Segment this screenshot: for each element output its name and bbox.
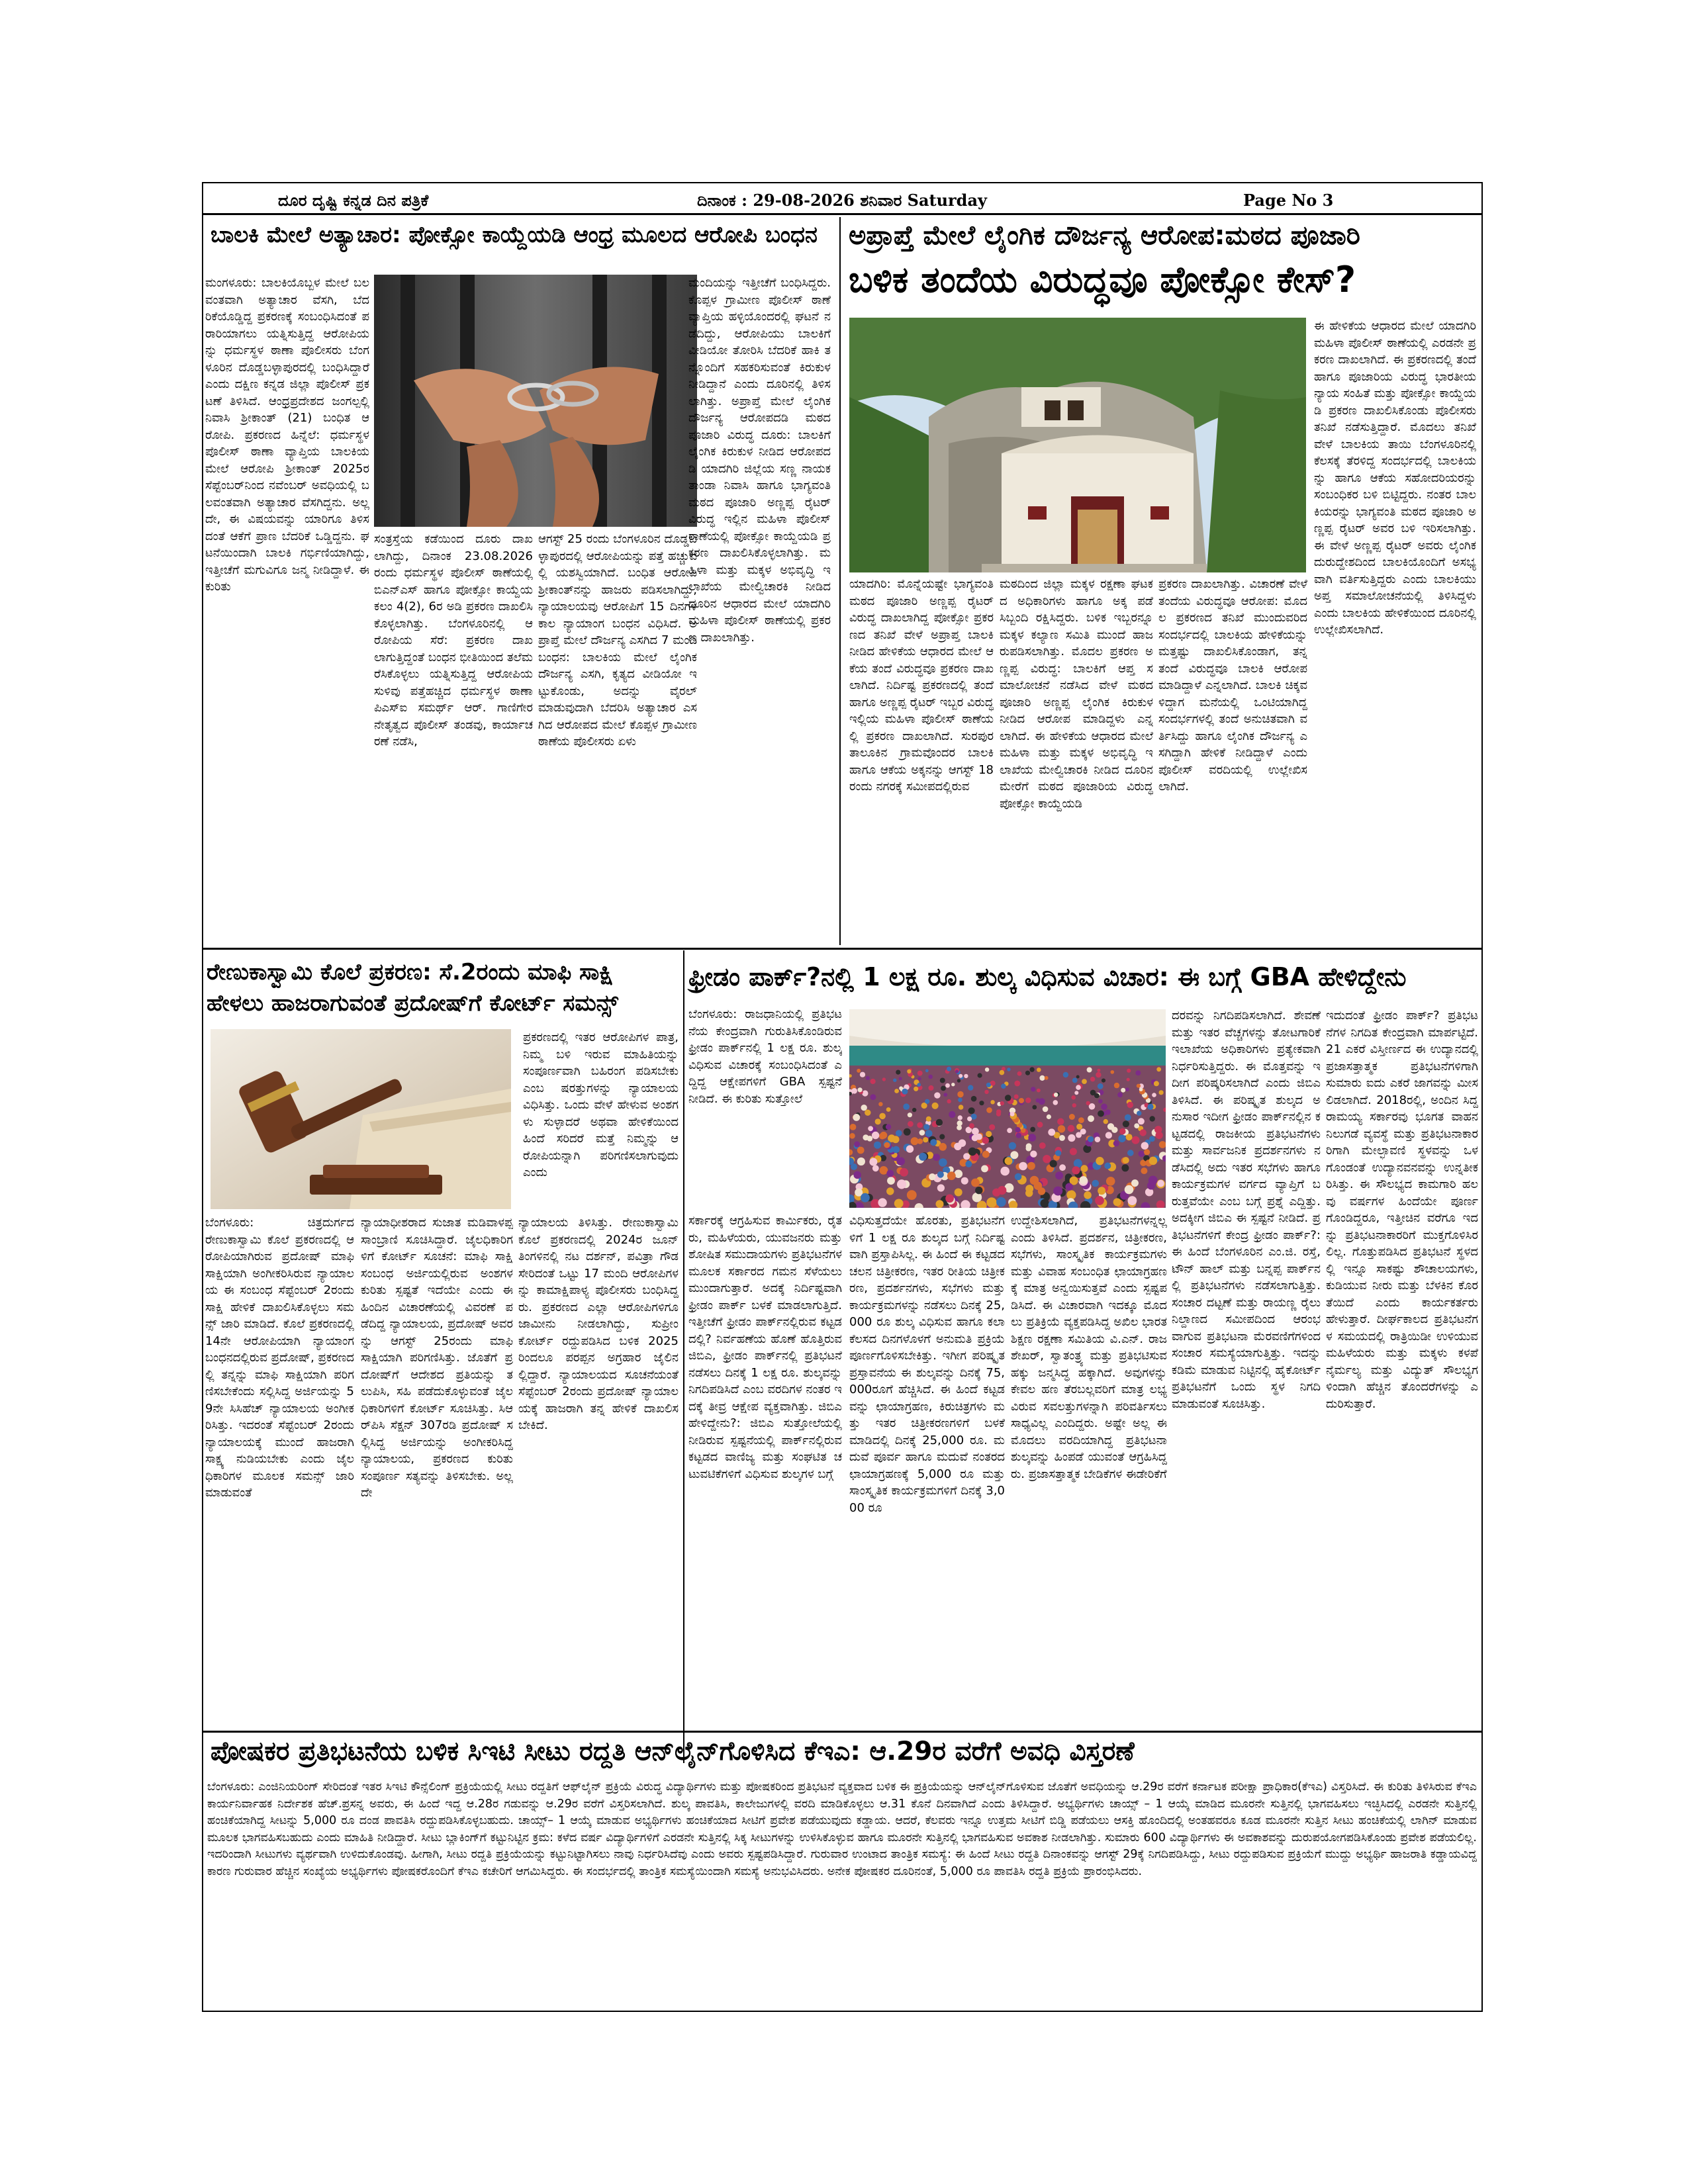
story5-headline: ಪೋಷಕರ ಪ್ರತಿಭಟನೆಯ ಬಳಿಕ ಸಿಇಟಿ ಸೀಟು ರದ್ದತಿ ಆನ್‌ಲೈನ್‌ಗೊಳಿಸಿದ ಕೆಇಎ: ಆ.29ರ ವರೆಗೆ ಅವಧಿ ವಿಸ್ತರಣೆ <box>211 1737 1135 1766</box>
temple-photo <box>849 318 1306 572</box>
story4-col2b-text: ಉದ್ದೇಶಿಸಲಾಗಿದೆ, ಪ್ರತಿಭಟನೆಗಳನ್ನಲ್ಲ ಎಂದು ತಿಳಿಸಿದೆ. ಪ್ರದರ್ಶನ, ಚಿತ್ರೀಕರಣ, ಸಭೆಗಳು, ಸಾಂಸ್ಕೃತಿಕ ಕಾರ್ಯಕ್ರಮಗಳು ಮತ್ತು ವಿವಾಹ ಸಂಬಂಧಿತ ಛಾಯಾಗ್ರಹಣಕ್ಕೆ ಮಾತ್ರ ಅನ್ವಯಿಸುತ್ತವೆ ಎಂದು ಸ್ಪಷ್ಟಪಡಿಸಿದೆ. ಈ ವಿಚಾರವಾಗಿ ಇದಕ್ಕೂ ಮೊದಲು ಪ್ರತಿಕ್ರಿಯೆ ವ್ಯಕ್ತಪಡಿಸಿದ್ದ ಅಖಿಲ ಭಾರತ ಶಿಕ್ಷಣ ರಕ್ಷಣಾ ಸಮಿತಿಯ ವಿ.ಎನ್. ರಾಜಶೇಖರ್, ಸ್ವಾತಂತ್ರ್ಯ ಮತ್ತು ಪ್ರತಿಭಟಿಸುವ ಹಕ್ಕು ಜನ್ಮಸಿದ್ಧ ಹಕ್ಕಾಗಿದೆ. ಅವುಗಳನ್ನು ಕೇವಲ ಹಣ ತೆರಬಲ್ಲವರಿಗೆ ಮಾತ್ರ ಲಭ್ಯವಿರುವ ಸವಲತ್ತುಗಳನ್ನಾಗಿ ಪರಿವರ್ತಿಸಲು ಸಾಧ್ಯವಿಲ್ಲ ಎಂದಿದ್ದರು. ಅಷ್ಟೇ ಅಲ್ಲ ಈ ಮೊದಲು ವರದಿಯಾಗಿದ್ದ ಪ್ರತಿಭಟನಾ ಶುಲ್ಕವನ್ನು ಹಿಂಪಡೆ ಯುವಂತೆ ಆಗ್ರಹಿಸಿದ್ದರು. ಪ್ರಜಾಸತ್ತಾತ್ಮಕ ಬೇಡಿಕೆಗಳ ಈಡೇರಿಕೆಗೆ <box>1011 1214 1167 1481</box>
story5-body: ಬೆಂಗಳೂರು: ಎಂಜಿನಿಯರಿಂಗ್ ಸೇರಿದಂತೆ ಇತರ ಸಿಇಟಿ ಕೌನ್ಸೆಲಿಂಗ್ ಪ್ರಕ್ರಿಯೆಯಲ್ಲಿ ಸೀಟು ರದ್ದತಿಗೆ ಆಫ್‌ಲೈನ್ ಪ್ರಕ್ರಿಯೆ ವಿರುದ್ಧ ವಿದ್ಯಾರ್ಥಿಗಳು ಮತ್ತು ಪೋಷಕರಿಂದ ಪ್ರತಿಭಟನೆ ವ್ಯಕ್ತವಾದ ಬಳಿಕ ಈ ಪ್ರಕ್ರಿಯೆಯನ್ನು ಆನ್‌ಲೈನ್‌ಗೊಳಿಸುವ ಜೊತೆಗೆ ಅವಧಿಯನ್ನು ಆ.29ರ ವರೆಗೆ ಕರ್ನಾಟಕ ಪರೀಕ್ಷಾ ಪ್ರಾಧಿಕಾರ(ಕೆಇಎ) ವಿಸ್ತರಿಸಿದೆ. ಈ ಕುರಿತು ತಿಳಿಸಿರುವ ಕೆಇಎ ಕಾರ್ಯನಿರ್ವಾಹಕ ನಿರ್ದೇಶಕ ಹೆಚ್.ಪ್ರಸನ್ನ ಅವರು, ಈ ಹಿಂದೆ ಇದ್ದ ಆ.28ರ ಗಡುವನ್ನು ಆ.29ರ ವರೆಗೆ ವಿಸ್ತರಿಸಲಾಗಿದೆ. ಶುಲ್ಕ ಪಾವತಿಸಿ, ಕಾಲೇಜುಗಳಲ್ಲಿ ವರದಿ ಮಾಡಿಕೊಳ್ಳಲು ಆ.31 ಕೊನೆ ದಿನವಾಗಿದೆ ಎಂದು ತಿಳಿಸಿದ್ದಾರೆ. ಅಭ್ಯರ್ಥಿಗಳು ಚಾಯ್ಸ್ – 1 ಆಯ್ಕೆ ಮಾಡಿದ ಮೂರನೇ ಸುತ್ತಿನಲ್ಲಿ ಭಾಗವಹಿಸಲು ಇಚ್ಛಿಸಿದಲ್ಲಿ ಎರಡನೇ ಸುತ್ತಿನಲ್ಲಿ ಹಂಚಿಕೆಯಾಗಿದ್ದ ಸೀಟನ್ನು 5,000 ರೂ ದಂಡ ಪಾವತಿಸಿ ರದ್ದುಪಡಿಸಿಕೊಳ್ಳಬಹುದು. ಚಾಯ್ಸ್– 1 ಆಯ್ಕೆ ಮಾಡುವ ಅಭ್ಯರ್ಥಿಗಳು ಹಂಚಿಕೆಯಾದ ಸೀಟಿಗೆ ಪ್ರವೇಶ ಪಡೆಯುವುದು ಕಡ್ಡಾಯ. ಆದರೆ, ಕೆಲವರು ಇನ್ನೂ ಉತ್ತಮ ಸೀಟಿಗೆ ಬಿಡ್ಡಿ ಪಡೆಯಲು ಆಸಕ್ತಿ ಹೊಂದಿದಲ್ಲಿ ಅಂತಹವರೂ ಕೂಡ ಮೂರನೇ ಸುತ್ತಿನ ಸೀಟು ಹಂಚಿಕೆಯಲ್ಲಿ ಲಾಗಿನ್ ಮಾಡುವ ಮೂಲಕ ಭಾಗವಹಿಸಬಹುದು ಎಂದು ಮಾಹಿತಿ ನೀಡಿದ್ದಾರೆ. ಸೀಟು ಬ್ಲಾಕಿಂಗ್‌ಗೆ ಕಟ್ಟುನಿಟ್ಟಿನ ಕ್ರಮ: ಕಳೆದ ವರ್ಷ ವಿದ್ಯಾರ್ಥಿಗಳಿಗೆ ಎರಡನೇ ಸುತ್ತಿನಲ್ಲಿ ಸಿಕ್ಕ ಸೀಟುಗಳನ್ನು ಉಳಿಸಿಕೊಳ್ಳುವ ಹಾಗೂ ಮೂರನೇ ಸುತ್ತಿನಲ್ಲಿ ಭಾಗವಹಿಸುವ ಅವಕಾಶ ನೀಡಲಾಗಿತ್ತು. ಸುಮಾರು 600 ವಿದ್ಯಾರ್ಥಿಗಳು ಈ ಅವಕಾಶವನ್ನು ದುರುಪಯೋಗಪಡಿಸಿಕೊಂಡು ಪ್ರವೇಶ ಪಡೆಯಲಿಲ್ಲ. ಇದರಿಂದಾಗಿ ಸೀಟುಗಳು ವ್ಯರ್ಥವಾಗಿ ಉಳಿದುಕೊಂಡವು. ಹೀಗಾಗಿ, ಸೀಟು ರದ್ದತಿ ಪ್ರಕ್ರಿಯೆಯನ್ನು ಕಟ್ಟುನಿಟ್ಟಾಗಿಸಲು ನಾವು ನಿರ್ಧರಿಸಿದೆವು ಎಂದು ಅವರು ಸ್ಪಷ್ಟಪಡಿಸಿದ್ದಾರೆ. ಗುರುವಾರ ಉಂಟಾದ ತಾಂತ್ರಿಕ ಸಮಸ್ಯೆ: ಈ ಹಿಂದೆ ಸೀಟು ರದ್ದತಿ ದಿನಾಂಕವನ್ನು ಆಗಸ್ಟ್ 29ಕ್ಕೆ ನಿಗದಿಪಡಿಸಿದ್ದು, ಸೀಟು ರದ್ದುಪಡಿಸುವ ಪ್ರಕ್ರಿಯೆಗೆ ಮುದ್ದು ಅಭ್ಯರ್ಥಿ ಹಾಜರಾತಿ ಕಡ್ಡಾಯವಿದ್ದ ಕಾರಣ ಗುರುವಾರ ಹೆಚ್ಚಿನ ಸಂಖ್ಯೆಯ ಅಭ್ಯರ್ಥಿಗಳು ಪೋಷಕರೊಂದಿಗೆ ಕೆಇಎ ಕಚೇರಿಗೆ ಆಗಮಿಸಿದ್ದರು. ಈ ಸಂದರ್ಭದಲ್ಲಿ ತಾಂತ್ರಿಕ ಸಮಸ್ಯೆಯಿಂದಾಗಿ ಸಮಸ್ಯೆ ಅನುಭವಿಸಿದರು. ಅನೇಕ ಪೋಷಕರ ದೂರಿನಂತೆ, 5,000 ರೂ ಪಾವತಿಸಿ ರದ್ದತಿ ಪ್ರಕ್ರಿಯೆ ಪ್ರಾರಂಭಿಸಿದರು. <box>207 1780 1477 1878</box>
story4-col2b <box>1011 1212 1167 1762</box>
story3-col3: ನ್ಯಾಯಾಲಯ ತಿಳಿಸಿತ್ತು. ರೇಣುಕಾಸ್ವಾಮಿ ಕೊಲೆ ಪ್ರಕರಣದಲ್ಲಿ 2024ರ ಜೂನ್ ತಿಂಗಳಿನಲ್ಲಿ ನಟ ದರ್ಶನ್, ಪವಿತ್ರಾ ಗೌಡ ಸೇರಿದಂತೆ ಒಟ್ಟು 17 ಮಂದಿ ಆರೋಪಿಗಳನ್ನು ಕಾಮಾಕ್ಷಿಪಾಳ್ಯ ಪೊಲೀಸರು ಬಂಧಿಸಿದ್ದರು. ಪ್ರಕರಣದ ಎಲ್ಲಾ ಆರೋಪಿಗಳಿಗೂ ಜಾಮೀನು ನೀಡಲಾಗಿದ್ದು, ಸುಪ್ರೀಂ ಕೋರ್ಟ್ ರದ್ದುಪಡಿಸಿದ ಬಳಿಕ 2025ರಿಂದಲೂ ಪರಪ್ಪನ ಅಗ್ರಹಾರ ಜೈಲಿನಲ್ಲಿದ್ದಾರೆ. ನ್ಯಾಯಾಲಯದ ಸೂಚನೆಯಂತೆ ಸೆಪ್ಟೆಂಬರ್ 2ರಂದು ಪ್ರದೋಷ್ ನ್ಯಾಯಾಲಯಕ್ಕೆ ಹಾಜರಾಗಿ ತನ್ನ ಹೇಳಿಕೆ ದಾಖಲಿಸಬೇಕಿದೆ. <box>518 1216 679 1432</box>
section-rule <box>202 948 1483 950</box>
story4-col3: ದರವನ್ನು ನಿಗದಿಪಡಿಸಲಾಗಿದೆ. ಶೇವಣೆ ಮತ್ತು ಇತರ ವೆಚ್ಚಗಳನ್ನು ತೋಟಗಾರಿಕೆ ಇಲಾಖೆಯ ಅಧಿಕಾರಿಗಳು ಪ್ರತ್ಯೇಕವಾಗಿ ನಿರ್ಧರಿಸುತ್ತಿದ್ದರು. ಈ ಮೊತ್ತವನ್ನು ಇದೀಗ ಪರಿಷ್ಕರಿಸಲಾಗಿದೆ ಎಂದು ಜಿಬಿಎ ತಿಳಿಸಿದೆ. ಈ ಪರಿಷ್ಕೃತ ಶುಲ್ಕದ ಅನುಸಾರ ಇದೀಗ ಫ್ರೀಡಂ ಪಾರ್ಕ್‌ನಲ್ಲಿನ ಕಟ್ಟಡದಲ್ಲಿ ರಾಜಕೀಯ ಪ್ರತಿಭಟನೆಗಳು ಮತ್ತು ಸಾರ್ವಜನಿಕ ಪ್ರದರ್ಶನಗಳು ನಡೆಸಿದಲ್ಲಿ ಅದು ಇತರ ಸಭೆಗಳು ಹಾಗೂ ಕಾರ್ಯಕ್ರಮಗಳ ವರ್ಗದ ವ್ಯಾಪ್ತಿಗೆ ಬರುತ್ತವೆಯೇ ಎಂಬ ಬಗ್ಗೆ ಪ್ರಶ್ನೆ ಎದ್ದಿತ್ತು. ಅದಕ್ಕೀಗ ಜಿಬಿಎ ಈ ಸ್ಪಷ್ಟನೆ ನೀಡಿದೆ. ಪ್ರತಿಭಟನೆಗಳಿಗೆ ಕೇಂದ್ರ ಫ್ರೀಡಂ ಪಾರ್ಕ್?: ಈ ಹಿಂದೆ ಬೆಂಗಳೂರಿನ ಎಂ.ಜಿ. ರಸ್ತೆ, ಟೌನ್ ಹಾಲ್ ಮತ್ತು ಬನ್ನಪ್ಪ ಪಾರ್ಕ್‌ನಲ್ಲಿ ಪ್ರತಿಭಟನೆಗಳು ನಡೆಸಲಾಗುತ್ತಿತ್ತು. ಸಂಚಾರ ದಟ್ಟಣೆ ಮತ್ತು ರಾಯಣ್ಣ ರೈಲು ನಿಲ್ದಾಣದ ಸಮೀಪದಿಂದ ಆರಂಭವಾಗುವ ಪ್ರತಿಭಟನಾ ಮೆರವಣಿಗೆಗಳಿಂದ ಸಂಚಾರ ಸಮಸ್ಯೆಯಾಗುತ್ತಿತ್ತು. ಇದನ್ನು ಕಡಿಮೆ ಮಾಡುವ ನಿಟ್ಟಿನಲ್ಲಿ ಹೈಕೋರ್ಟ್ ಪ್ರತಿಭಟನೆಗೆ ಒಂದು ಸ್ಥಳ ನಿಗದಿ ಮಾಡುವಂತೆ ಸೂಚಿಸಿತ್ತು. <box>1172 1009 1321 1411</box>
story4-col2: ವಿಧಿಸುತ್ತದೆಯೇ ಹೊರತು, ಪ್ರತಿಭಟನೆಗಳಿಗೆ 1 ಲಕ್ಷ ರೂ ಶುಲ್ಕದ ಬಗ್ಗೆ ನಿರ್ದಿಷ್ಟವಾಗಿ ಪ್ರಸ್ತಾಪಿಸಿಲ್ಲ. ಈ ಹಿಂದೆ ಈ ಕಟ್ಟಡದ ಚಲನ ಚಿತ್ರೀಕರಣ, ಇತರ ರೀತಿಯ ಚಿತ್ರೀಕರಣ, ಪ್ರದರ್ಶನಗಳು, ಸಭೆಗಳು ಮತ್ತು ಕಾರ್ಯಕ್ರಮಗಳನ್ನು ನಡೆಸಲು ದಿನಕ್ಕೆ 25,000 ರೂ ಶುಲ್ಕ ವಿಧಿಸುವ ಹಾಗೂ ಕಲಾ ಕೆಲಸದ ದಿನಗಳೊಳಗೆ ಅನುಮತಿ ಪ್ರಕ್ರಿಯೆ ಪೂರ್ಣಗೊಳಿಸಬೇಕಿತ್ತು. ಇಗೀಗ ಪರಿಷ್ಕೃತ ಪ್ರಸ್ತಾವನೆಯ ಈ ಶುಲ್ಕವನ್ನು ದಿನಕ್ಕೆ 75,000ರೂಗೆ ಹೆಚ್ಚಿಸಿದೆ. ಈ ಹಿಂದೆ ಕಟ್ಟಡ ವನ್ನು ಛಾಯಾಗ್ರಹಣ, ಕಿರುಚಿತ್ರಗಳು ಮತ್ತು ಇತರ ಚಿತ್ರೀಕರಣಗಳಿಗೆ ಬಳಕೆ ಮಾಡಿದಲ್ಲಿ ದಿನಕ್ಕೆ 25,000 ರೂ. ಮದುವೆ ಪೂರ್ವ ಹಾಗೂ ಮದುವೆ ನಂತರದ ಛಾಯಾಗ್ರಹಣಕ್ಕೆ 5,000 ರೂ ಮತ್ತು ಸಾಂಸ್ಕೃತಿಕ ಕಾರ್ಯಕ್ರಮಗಳಿಗೆ ದಿನಕ್ಕೆ 3,000 ರೂ <box>849 1214 1005 1515</box>
story3-headline-line1: ರೇಣುಕಾಸ್ವಾಮಿ ಕೊಲೆ ಪ್ರಕರಣ: ಸೆ.2ರಂದು ಮಾಫಿ ಸಾಕ್ಷಿ <box>207 959 614 985</box>
story2-col3: ಪ್ರಕರಣ ದಾಖಲಾಗಿತ್ತು. ವಿಚಾರಣೆ ವೇಳೆ ತಂದೆಯ ವಿರುದ್ಧವೂ ಆರೋಪ: ಮೊದಲ ಪ್ರಕರಣದ ತನಿಖೆ ಮುಂದುವರಿದ ಸಂದರ್ಭದಲ್ಲಿ ಬಾಲಕಿಯ ಹೇಳಿಕೆಯನ್ನು ಮತ್ತಷ್ಟು ದಾಖಲಿಸಿಕೊಂಡಾಗ, ತನ್ನ ತಂದೆ ವಿರುದ್ಧವೂ ಬಾಲಕಿ ಆರೋಪ ಮಾಡಿದ್ದಾಳೆ ಎನ್ನಲಾಗಿದೆ. ಬಾಲಕಿ ಚಿಕ್ಕವಳಿದ್ದಾಗ ಮನೆಯಲ್ಲಿ ಒಂಟಿಯಾಗಿದ್ದ ಸಂದರ್ಭಗಳಲ್ಲಿ ತಂದೆ ಅನುಚಿತವಾಗಿ ವರ್ತಿಸಿದ್ದು ಹಾಗೂ ಲೈಂಗಿಕ ದೌರ್ಜನ್ಯ ಎಸಗಿದ್ದಾಗಿ ಹೇಳಿಕೆ ನೀಡಿದ್ದಾಳೆ ಎಂದು ಪೊಲೀಸ್ ವರದಿಯಲ್ಲಿ ಉಲ್ಲೇಖಿಸಲಾಗಿದೆ. <box>1158 577 1307 794</box>
story3-col1: ಬೆಂಗಳೂರು: ಚಿತ್ರದುರ್ಗದ ರೇಣುಕಾಸ್ವಾಮಿ ಕೊಲೆ ಪ್ರಕರಣದಲ್ಲಿ ಆರೋಪಿಯಾಗಿರುವ ಪ್ರದೋಷ್ ಮಾಫಿ ಸಾಕ್ಷಿಯಾಗಿ ಅಂಗೀಕರಿಸಿರುವ ನ್ಯಾಯಾಲಯ ಈ ಸಂಬಂಧ ಸೆಪ್ಟೆಂಬರ್ 2ರಂದು ಸಾಕ್ಷಿ ಹೇಳಿಕೆ ದಾಖಲಿಸಿಕೊಳ್ಳಲು ಸಮನ್ಸ್ ಜಾರಿ ಮಾಡಿದೆ. ಕೊಲೆ ಪ್ರಕರಣದಲ್ಲಿ 14ನೇ ಆರೋಪಿಯಾಗಿ ನ್ಯಾಯಾಂಗ ಬಂಧನದಲ್ಲಿರುವ ಪ್ರದೋಷ್, ಪ್ರಕರಣದಲ್ಲಿ ತನ್ನನ್ನು ಮಾಫಿ ಸಾಕ್ಷಿಯಾಗಿ ಪರಿಗಣಿಸಬೇಕೆಂದು ಸಲ್ಲಿಸಿದ್ದ ಅರ್ಜಿಯನ್ನು 59ನೇ ಸಿಸಿಹೆಚ್ ನ್ಯಾಯಾಲಯ ಅಂಗೀಕರಿಸಿತ್ತು. ಇದರಂತೆ ಸೆಪ್ಟೆಂಬರ್ 2ರಂದು ನ್ಯಾಯಾಲಯಕ್ಕೆ ಮುಂದೆ ಹಾಜರಾಗಿ ಸಾಕ್ಷ್ಯ ನುಡಿಯಬೇಕು ಎಂದು ಜೈಲಧಿಕಾರಿಗಳ ಮೂಲಕ ಸಮನ್ಸ್ ಜಾರಿ ಮಾಡುವಂತೆ <box>205 1216 354 1500</box>
paper-name: ದೂರ ದೃಷ್ಟಿ ಕನ್ನಡ ದಿನ ಪತ್ರಿಕೆ <box>278 191 429 210</box>
story2-headline-line2: ಬಳಿಕ ತಂದೆಯ ವಿರುದ್ಧವೂ ಪೋಕ್ಸೋ ಕೇಸ್? <box>849 259 1356 300</box>
story1-headline: ಬಾಲಕಿ ಮೇಲೆ ಅತ್ಯಾಚಾರ: ಪೋಕ್ಸೋ ಕಾಯ್ದೆಯಡಿ ಆಂಧ್ರ ಮೂಲದ ಆರೋಪಿ ಬಂಧನ <box>211 222 818 248</box>
masthead <box>202 185 1483 213</box>
story3-right-top-col: ಪ್ರಕರಣದಲ್ಲಿ ಇತರ ಆರೋಪಿಗಳ ಪಾತ್ರ, ನಿಮ್ಮ ಬಳಿ ಇರುವ ಮಾಹಿತಿಯನ್ನು ಸಂಪೂರ್ಣವಾಗಿ ಬಹಿರಂಗ ಪಡಿಸಬೇಕು ಎಂಬ ಷರತ್ತುಗಳನ್ನು ನ್ಯಾಯಾಲಯ ವಿಧಿಸಿತ್ತು. ಒಂದು ವೇಳೆ ಹೇಳುವ ಅಂಶಗಳು ಸುಳ್ಳಾದರೆ ಅಥವಾ ಹೇಳಿಕೆಯಿಂದ ಹಿಂದೆ ಸರಿದರೆ ಮತ್ತೆ ನಿಮ್ಮನ್ನು ಆರೋಪಿಯನ್ನಾಗಿ ಪರಿಗಣಿಸಲಾಗುವುದು ಎಂದು <box>523 1030 679 1179</box>
story4-col4: ಇದುದಂತೆ ಫ್ರೀಡಂ ಪಾರ್ಕ್? ಪ್ರತಿಭಟನೆಗಳ ನಿಗದಿತ ಕೇಂದ್ರವಾಗಿ ಮಾರ್ಪಟ್ಟಿದೆ. 21 ಎಕರೆ ವಿಸ್ತೀರ್ಣದ ಈ ಉದ್ಯಾನದಲ್ಲಿ ಪ್ರಜಾಸತ್ತಾತ್ಮಕ ಪ್ರತಿಭಟನೆಗಳಿಗಾಗಿ ಸುಮಾರು ಐದು ಎಕರೆ ಜಾಗವನ್ನು ಮೀಸಲಿಡಲಾಗಿದೆ. 2018ರಲ್ಲಿ, ಅಂದಿನ ಸಿದ್ದರಾಮಯ್ಯ ಸರ್ಕಾರವು ಭೂಗತ ವಾಹನ ನಿಲುಗಡೆ ವ್ಯವಸ್ಥೆ ಮತ್ತು ಪ್ರತಿಭಟನಾಕಾರರಿಗಾಗಿ ಮೇಲ್ಛಾವಣಿ ಸ್ಥಳವನ್ನು ಒಳಗೊಂಡಂತೆ ಉದ್ಯಾನವನವನ್ನು ಉನ್ನತೀಕರಿಸಿತ್ತು. ಈ ಸೌಲಭ್ಯದ ಕಾಮಗಾರಿ ಹಲವು ವರ್ಷಗಳ ಹಿಂದೆಯೇ ಪೂರ್ಣಗೊಂಡಿದ್ದರೂ, ಇತ್ತೀಚಿನ ವರೆಗೂ ಇದನ್ನು ಪ್ರತಿಭಟನಾಕಾರರಿಗೆ ಮುಕ್ತಗೊಳಿಸಿರಲಿಲ್ಲ. ಗೊತ್ತುಪಡಿಸಿದ ಪ್ರತಿಭಟನೆ ಸ್ಥಳದಲ್ಲಿ ಇನ್ನೂ ಸಾಕಷ್ಟು ಶೌಚಾಲಯಗಳು, ಕುಡಿಯುವ ನೀರು ಮತ್ತು ಬೆಳಕಿನ ಕೊರತೆಯಿದೆ ಎಂದು ಕಾರ್ಯಕರ್ತರು ಹೇಳುತ್ತಾರೆ. ದೀರ್ಘಕಾಲದ ಪ್ರತಿಭಟನೆಗಳ ಸಮಯದಲ್ಲಿ ರಾತ್ರಿಯಿಡೀ ಉಳಿಯುವ ಮಹಿಳೆಯರು ಮತ್ತು ಮಕ್ಕಳು ಕಳಪೆ ನೈರ್ಮಲ್ಯ ಮತ್ತು ವಿದ್ಯುತ್ ಸೌಲಭ್ಯಗಳಿಂದಾಗಿ ಹೆಚ್ಚಿನ ತೊಂದರೆಗಳನ್ನು ಎದುರಿಸುತ್ತಾರೆ. <box>1326 1009 1478 1411</box>
masthead-rule <box>202 213 1483 215</box>
story3-headline-line2: ಹೇಳಲು ಹಾಜರಾಗುವಂತೆ ಪ್ರದೋಷ್‌ಗೆ ಕೋರ್ಟ್ ಸಮನ್ಸ್ <box>207 990 618 1017</box>
story1-col2: ಸಂತ್ರಸ್ತೆಯ ಕಡೆಯಿಂದ ದೂರು ದಾಖಲಾಗಿದ್ದು, ದಿನಾಂಕ 23.08.2026 ರಂದು ಧರ್ಮಸ್ಥಳ ಪೊಲೀಸ್ ಠಾಣೆಯಲ್ಲಿ ಬಿಎನ್‌ಎಸ್ ಹಾಗೂ ಪೋಕ್ಸೋ ಕಾಯ್ದೆಯ ಕಲಂ 4(2), 6ರ ಅಡಿ ಪ್ರಕರಣ ದಾಖಲಿಸಿ ಕೊಳ್ಳಲಾಗಿತ್ತು. ಬೆಂಗಳೂರಿನಲ್ಲಿ ಆರೋಪಿಯ ಸೆರೆ: ಪ್ರಕರಣ ದಾಖಲಾಗುತ್ತಿದ್ದಂತೆ ಬಂಧನ ಭೀತಿಯಿಂದ ತಲೆಮರೆಸಿಕೊಳ್ಳಲು ಯತ್ನಿಸುತ್ತಿದ್ದ ಆರೋಪಿಯ ಸುಳಿವು ಪತ್ತೆಹಚ್ಚಿದ ಧರ್ಮಸ್ಥಳ ಠಾಣಾ ಪಿಎಸ್ಐ ಸಮರ್ಥ್ ಆರ್. ಗಾಣಿಗೇರ ನೇತೃತ್ವದ ಪೊಲೀಸ್ ತಂಡವು, ಕಾರ್ಯಾಚರಣೆ ನಡೆಸಿ, <box>374 532 533 749</box>
column-divider <box>839 217 841 945</box>
page-number: Page No 3 <box>1243 191 1334 210</box>
protest-crowd-photo <box>849 1009 1166 1208</box>
column-divider <box>683 950 684 1763</box>
story1-col4: ಮಂದಿಯನ್ನು ಇತ್ತೀಚೆಗೆ ಬಂಧಿಸಿದ್ದರು. ಕೊಪ್ಪಳ ಗ್ರಾಮೀಣ ಪೊಲೀಸ್ ಠಾಣೆ ವ್ಯಾಪ್ತಿಯ ಹಳ್ಳಿಯೊಂದರಲ್ಲಿ ಘಟನೆ ನಡೆದಿದ್ದು, ಆರೋಪಿಯು ಬಾಲಕಿಗೆ ವೀಡಿಯೋ ತೋರಿಸಿ ಬೆದರಿಕೆ ಹಾಕಿ ತನ್ನೊಂದಿಗೆ ಸಹಕರಿಸುವಂತೆ ಕಿರುಕುಳ ನೀಡಿದ್ದಾನೆ ಎಂದು ದೂರಿನಲ್ಲಿ ತಿಳಿಸಲಾಗಿತ್ತು. ಅಪ್ರಾಪ್ತೆ ಮೇಲೆ ಲೈಂಗಿಕ ದೌರ್ಜನ್ಯ ಆರೋಪದಡಿ ಮಠದ ಪೂಜಾರಿ ವಿರುದ್ಧ ದೂರು: ಬಾಲಕಿಗೆ ಲೈಂಗಿಕ ಕಿರುಕುಳ ನೀಡಿದ ಆರೋಪದಡಿ ಯಾದಗಿರಿ ಜಿಲ್ಲೆಯ ಸಣ್ಣ ನಾಯಕ ತಾಂಡಾ ನಿವಾಸಿ ಹಾಗೂ ಭಾಗ್ಯವಂತಿ ಮಠದ ಪೂಜಾರಿ ಅಣ್ಣಪ್ಪ ರೈಟರ್ ವಿರುದ್ಧ ಇಲ್ಲಿನ ಮಹಿಳಾ ಪೊಲೀಸ್ ಠಾಣೆಯಲ್ಲಿ ಪೋಕ್ಸೋ ಕಾಯ್ದೆಯಡಿ ಪ್ರಕರಣ ದಾಖಲಿಸಿಕೊಳ್ಳಲಾಗಿತ್ತು. ಮಹಿಳಾ ಮತ್ತು ಮಕ್ಕಳ ಅಭಿವೃದ್ಧಿ ಇಲಾಖೆಯ ಮೇಲ್ವಿಚಾರಕಿ ನೀಡಿದ ದೂರಿನ ಆಧಾರದ ಮೇಲೆ ಯಾದಗಿರಿ ಮಹಿಳಾ ಪೊಲೀಸ್ ಠಾಣೆಯಲ್ಲಿ ಪ್ರಕರಣ ದಾಖಲಾಗಿತ್ತು. <box>688 276 831 645</box>
story1-col3: ಆಗಸ್ಟ್ 25 ರಂದು ಬೆಂಗಳೂರಿನ ದೊಡ್ಡಬಳ್ಳಾಪುರದಲ್ಲಿ ಆರೋಪಿಯನ್ನು ಪತ್ತೆ ಹಚ್ಚುವಲ್ಲಿ ಯಶಸ್ವಿಯಾಗಿದೆ. ಬಂಧಿತ ಆರೋಪಿ ಶ್ರೀಕಾಂತ್‌ನನ್ನು ಹಾಜರು ಪಡಿಸಲಾಗಿದ್ದು, ನ್ಯಾಯಾಲಯವು ಆರೋಪಿಗೆ 15 ದಿನಗಳ ಕಾಲ ನ್ಯಾಯಾಂಗ ಬಂಧನ ವಿಧಿಸಿದೆ. ಅಪ್ರಾಪ್ತೆ ಮೇಲೆ ದೌರ್ಜನ್ಯ ಎಸಗಿದ 7 ಮಂದಿ ಬಂಧನ: ಬಾಲಕಿಯ ಮೇಲೆ ಲೈಂಗಿಕ ದೌರ್ಜನ್ಯ ಎಸಗಿ, ಕೃತ್ಯದ ವೀಡಿಯೋ ಇಟ್ಟುಕೊಂಡು, ಅದನ್ನು ವೈರಲ್ ಮಾಡುವುದಾಗಿ ಬೆದರಿಸಿ ಅತ್ಯಾಚಾರ ಎಸಗಿದ ಆರೋಪದ ಮೇಲೆ ಕೊಪ್ಪಳ ಗ್ರಾಮೀಣ ಠಾಣೆಯ ಪೊಲೀಸರು ಏಳು <box>538 532 697 749</box>
issue-date: ದಿನಾಂಕ : 29-08-2026 ಶನಿವಾರ Saturday <box>697 191 987 210</box>
story4-col1: ಸರ್ಕಾರಕ್ಕೆ ಆಗ್ರಹಿಸುವ ಕಾರ್ಮಿಕರು, ರೈತರು, ಮಹಿಳೆಯರು, ಯುವಜನರು ಮತ್ತು ಶೋಷಿತ ಸಮುದಾಯಗಳು ಪ್ರತಿಭಟನೆಗಳ ಮೂಲಕ ಸರ್ಕಾರದ ಗಮನ ಸೆಳೆಯಲು ಮುಂದಾಗುತ್ತಾರೆ. ಅದಕ್ಕೆ ನಿರ್ದಿಷ್ಟವಾಗಿ ಫ್ರೀಡಂ ಪಾರ್ಕ್ ಬಳಕೆ ಮಾಡಲಾಗುತ್ತಿದೆ. ಇತ್ತೀಚೆಗೆ ಫ್ರೀಡಂ ಪಾರ್ಕ್‌ನಲ್ಲಿರುವ ಕಟ್ಟಡದಲ್ಲಿ? ನಿರ್ವಹಣೆಯ ಹೊಣೆ ಹೊತ್ತಿರುವ ಜಿಬಿಎ, ಫ್ರೀಡಂ ಪಾರ್ಕ್‌ನಲ್ಲಿ ಪ್ರತಿಭಟನೆ ನಡೆಸಲು ದಿನಕ್ಕೆ 1 ಲಕ್ಷ ರೂ. ಶುಲ್ಕವನ್ನು ನಿಗದಿಪಡಿಸಿದೆ ಎಂಬ ವರದಿಗಳ ನಂತರ ಇದಕ್ಕೆ ತೀವ್ರ ಆಕ್ಷೇಪ ವ್ಯಕ್ತವಾಗಿತ್ತು. ಜಿಬಿಎ ಹೇಳಿದ್ದೇನು?: ಜಿಬಿಎ ಸುತ್ತೋಲೆಯಲ್ಲಿ ನೀಡಿರುವ ಸ್ಪಷ್ಟನೆಯಲ್ಲಿ ಪಾರ್ಕ್‌ನಲ್ಲಿರುವ ಕಟ್ಟಡದ ವಾಣಿಜ್ಯ ಮತ್ತು ಸಂಘಟಿತ ಚಟುವಟಿಕೆಗಳಿಗೆ ವಿಧಿಸುವ ಶುಲ್ಕಗಳ ಬಗ್ಗೆ <box>688 1214 842 1481</box>
story2-col2: ಮಠದಿಂದ ಜಿಲ್ಲಾ ಮಕ್ಕಳ ರಕ್ಷಣಾ ಘಟಕದ ಅಧಿಕಾರಿಗಳು ಹಾಗೂ ಅಕ್ಕ ಪಡೆ ಸಿಬ್ಬಂದಿ ರಕ್ಷಿಸಿದ್ದರು. ಬಳಿಕ ಇಬ್ಬರನ್ನೂ ಮಕ್ಕಳ ಕಲ್ಯಾಣ ಸಮಿತಿ ಮುಂದೆ ಹಾಜರುಪಡಿಸಲಾಗಿತ್ತು. ಮೊದಲ ಪ್ರಕರಣ ಅಣ್ಣಪ್ಪ ವಿರುದ್ಧ: ಬಾಲಕಿಗೆ ಆಪ್ತ ಸಮಾಲೋಚನೆ ನಡೆಸಿದ ವೇಳೆ ಮಠದ ಪೂಜಾರಿ ಅಣ್ಣಪ್ಪ ಲೈಂಗಿಕ ಕಿರುಕುಳ ನೀಡಿದ ಆರೋಪ ಮಾಡಿದ್ದಳು ಎನ್ನಲಾಗಿದೆ. ಈ ಹೇಳಿಕೆಯ ಆಧಾರದ ಮೇಲೆ ಮಹಿಳಾ ಮತ್ತು ಮಕ್ಕಳ ಅಭಿವೃದ್ಧಿ ಇಲಾಖೆಯ ಮೇಲ್ವಿಚಾರಕಿ ನೀಡಿದ ದೂರಿನ ಮೇರೆಗೆ ಮಠದ ಪೂಜಾರಿಯ ವಿರುದ್ಧ ಪೋಕ್ಸೋ ಕಾಯ್ದೆಯಡಿ <box>1000 577 1153 811</box>
story2-right-col: ಈ ಹೇಳಿಕೆಯ ಆಧಾರದ ಮೇಲೆ ಯಾದಗಿರಿ ಮಹಿಳಾ ಪೊಲೀಸ್ ಠಾಣೆಯಲ್ಲಿ ಎರಡನೇ ಪ್ರಕರಣ ದಾಖಲಾಗಿದೆ. ಈ ಪ್ರಕರಣದಲ್ಲಿ ತಂದೆ ಹಾಗೂ ಪೂಜಾರಿಯ ವಿರುದ್ಧ ಭಾರತೀಯ ನ್ಯಾಯ ಸಂಹಿತೆ ಮತ್ತು ಪೋಕ್ಸೋ ಕಾಯ್ದೆಯಡಿ ಪ್ರಕರಣ ದಾಖಲಿಸಿಕೊಂಡು ಪೊಲೀಸರು ತನಿಖೆ ನಡೆಸುತ್ತಿದ್ದಾರೆ. ಮೊದಲು ತನಿಖೆ ವೇಳೆ ಬಾಲಕಿಯ ತಾಯಿ ಬೆಂಗಳೂರಿನಲ್ಲಿ ಕೆಲಸಕ್ಕೆ ತೆರಳಿದ್ದ ಸಂದರ್ಭದಲ್ಲಿ ಬಾಲಕಿಯನ್ನು ಹಾಗೂ ಆಕೆಯ ಸಹೋದರಿಯರನ್ನು ಸಂಬಂಧಿಕರ ಬಳಿ ಬಿಟ್ಟಿದ್ದರು. ನಂತರ ಬಾಲಕಿಯರನ್ನು ಭಾಗ್ಯವಂತಿ ಮಠದ ಪೂಜಾರಿ ಅಣ್ಣಪ್ಪ ರೈಟರ್ ಅವರ ಬಳಿ ಇರಿಸಲಾಗಿತ್ತು. ಈ ವೇಳೆ ಅಣ್ಣಪ್ಪ ರೈಟರ್ ಅವರು ಲೈಂಗಿಕ ದುರುದ್ದೇಶದಿಂದ ಬಾಲಕಿಯೊಂದಿಗೆ ಅಸಭ್ಯವಾಗಿ ವರ್ತಿಸುತ್ತಿದ್ದರು ಎಂದು ಬಾಲಕಿಯು ಅಪ್ತ ಸಮಾಲೋಚನೆಯಲ್ಲಿ ತಿಳಿಸಿದ್ದಳು ಎಂದು ಬಾಲಕಿಯ ಹೇಳಿಕೆಯಿಂದ ದೂರಿನಲ್ಲಿ ಉಲ್ಲೇಖಿಸಲಾಗಿದೆ. <box>1314 319 1476 637</box>
story4-left-col: ಬೆಂಗಳೂರು: ರಾಜಧಾನಿಯಲ್ಲಿ ಪ್ರತಿಭಟನೆಯ ಕೇಂದ್ರವಾಗಿ ಗುರುತಿಸಿಕೊಂಡಿರುವ ಫ್ರೀಡಂ ಪಾರ್ಕ್‌ನಲ್ಲಿ 1 ಲಕ್ಷ ರೂ. ಶುಲ್ಕ ವಿಧಿಸುವ ವಿಚಾರಕ್ಕೆ ಸಂಬಂಧಿಸಿದಂತೆ ಎದ್ದಿದ್ದ ಆಕ್ಷೇಪಗಳಿಗೆ GBA ಸ್ಪಷ್ಟನೆ ನೀಡಿದೆ. ಈ ಕುರಿತು ಸುತ್ತೋಲೆ <box>688 1007 842 1106</box>
story1-col1: ಮಂಗಳೂರು: ಬಾಲಕಿಯೊಬ್ಬಳ ಮೇಲೆ ಬಲವಂತವಾಗಿ ಅತ್ಯಾಚಾರ ವೆಸಗಿ, ಬೆದರಿಕೆಯೊಡ್ಡಿದ್ದ ಪ್ರಕರಣಕ್ಕೆ ಸಂಬಂಧಿಸಿದಂತೆ ಪರಾರಿಯಾಗಲು ಯತ್ನಿಸುತ್ತಿದ್ದ ಆರೋಪಿಯನ್ನು ಧರ್ಮಸ್ಥಳ ಠಾಣಾ ಪೊಲೀಸರು ಬೆಂಗಳೂರಿನ ದೊಡ್ಡಬಳ್ಳಾಪುರದಲ್ಲಿ ಬಂಧಿಸಿದ್ದಾರೆ ಎಂದು ದಕ್ಷಿಣ ಕನ್ನಡ ಜಿಲ್ಲಾ ಪೊಲೀಸ್ ಪ್ರಕಟಣೆ ತಿಳಿಸಿದೆ. ಆಂಧ್ರಪ್ರದೇಶದ ಜಂಗಲ್ಪಲ್ಲಿ ನಿವಾಸಿ ಶ್ರೀಕಾಂತ್ (21) ಬಂಧಿತ ಆರೋಪಿ. ಪ್ರಕರಣದ ಹಿನ್ನೆಲೆ: ಧರ್ಮಸ್ಥಳ ಪೊಲೀಸ್ ಠಾಣಾ ವ್ಯಾಪ್ತಿಯ ಬಾಲಕಿಯ ಮೇಲೆ ಆರೋಪಿ ಶ್ರೀಕಾಂತ್ 2025ರ ಸೆಪ್ಟೆಂಬರ್‌ನಿಂದ ನವೆಂಬರ್ ಅವಧಿಯಲ್ಲಿ ಬಲವಂತವಾಗಿ ಅತ್ಯಾಚಾರ ವೆಸಗಿದ್ದನು. ಅಲ್ಲದೇ, ಈ ವಿಷಯವನ್ನು ಯಾರಿಗೂ ತಿಳಿಸದಂತೆ ಆಕೆಗೆ ಪ್ರಾಣ ಬೆದರಿಕೆ ಒಡ್ಡಿದ್ದನು. ಘಟನೆಯಿಂದಾಗಿ ಬಾಲಕಿ ಗರ್ಭಿಣಿಯಾಗಿದ್ದು, ಇತ್ತೀಚೆಗೆ ಮಗುವಿಗೂ ಜನ್ಮ ನೀಡಿದ್ದಾಳೆ. ಈ ಕುರಿತು <box>205 276 369 594</box>
story3-col2: ನ್ಯಾಯಾಧೀಶರಾದ ಸುಜಾತ ಮಡಿವಾಳಪ್ಪ ಸಾಂಬ್ರಾಣಿ ಸೂಚಿಸಿದ್ದಾರೆ. ಜೈಲಧಿಕಾರಿಗಳಿಗೆ ಕೋರ್ಟ್ ಸೂಚನೆ: ಮಾಫಿ ಸಾಕ್ಷಿ ಸಂಬಂಧ ಅರ್ಜಿಯಲ್ಲಿರುವ ಅಂಶಗಳ ಕುರಿತು ಸ್ಪಷ್ಟತೆ ಇದೆಯೇ ಎಂದು ಈ ಹಿಂದಿನ ವಿಚಾರಣೆಯಲ್ಲಿ ವಿವರಣೆ ಪಡೆದಿದ್ದ ನ್ಯಾಯಾಲಯ, ಪ್ರದೋಷ್ ಅವರನ್ನು ಆಗಸ್ಟ್ 25ರಂದು ಮಾಫಿ ಸಾಕ್ಷಿಯಾಗಿ ಪರಿಗಣಿಸಿತ್ತು. ಜೊತೆಗೆ ಪ್ರದೋಷ್‌ಗೆ ಆದೇಶದ ಪ್ರತಿಯನ್ನು ತಲುಪಿಸಿ, ಸಹಿ ಪಡೆದುಕೊಳ್ಳುವಂತೆ ಜೈಲಧಿಕಾರಿಗಳಿಗೆ ಕೋರ್ಟ್ ಸೂಚಿಸಿತ್ತು. ಸಿಆರ್‌ಪಿಸಿ ಸೆಕ್ಷನ್ 307ರಡಿ ಪ್ರದೋಷ್ ಸಲ್ಲಿಸಿದ್ದ ಅರ್ಜಿಯನ್ನು ಅಂಗೀಕರಿಸಿದ್ದ ನ್ಯಾಯಾಲಯ, ಪ್ರಕರಣದ ಕುರಿತು ಸಂಪೂರ್ಣ ಸತ್ಯವನ್ನು ತಿಳಿಸಬೇಕು. ಅಲ್ಲದೇ <box>361 1216 513 1500</box>
story2-headline-line1: ಅಪ್ರಾಪ್ತೆ ಮೇಲೆ ಲೈಂಗಿಕ ದೌರ್ಜನ್ಯ ಆರೋಪ:ಮಠದ ಪೂಜಾರಿ <box>849 220 1360 251</box>
gavel-photo <box>211 1029 511 1209</box>
section-rule <box>202 1731 1483 1733</box>
story4-headline: ಫ್ರೀಡಂ ಪಾರ್ಕ್‌?ನಲ್ಲಿ 1 ಲಕ್ಷ ರೂ. ಶುಲ್ಕ ವಿಧಿಸುವ ವಿಚಾರ: ಈ ಬಗ್ಗೆ GBA ಹೇಳಿದ್ದೇನು <box>688 962 1407 991</box>
story2-col1: ಯಾದಗಿರಿ: ಮೊನ್ನೆಯಷ್ಟೇ ಭಾಗ್ಯವಂತಿ ಮಠದ ಪೂಜಾರಿ ಅಣ್ಣಪ್ಪ ರೈಟರ್ ವಿರುದ್ಧ ದಾಖಲಾಗಿದ್ದ ಪೋಕ್ಸೋ ಪ್ರಕರಣದ ತನಿಖೆ ವೇಳೆ ಅಪ್ರಾಪ್ತ ಬಾಲಕಿ ನೀಡಿದ ಹೇಳಿಕೆಯ ಆಧಾರದ ಮೇಲೆ ಆಕೆಯ ತಂದೆ ವಿರುದ್ಧವೂ ಪ್ರಕರಣ ದಾಖಲಾಗಿದೆ. ನಿರ್ದಿಷ್ಟ ಪ್ರಕರಣದಲ್ಲಿ ತಂದೆ ಹಾಗೂ ಅಣ್ಣಪ್ಪ ರೈಟರ್ ಇಬ್ಬರ ವಿರುದ್ಧ ಇಲ್ಲಿಯ ಮಹಿಳಾ ಪೊಲೀಸ್ ಠಾಣೆಯಲ್ಲಿ ಪ್ರಕರಣ ದಾಖಲಾಗಿದೆ. ಸುರಪುರ ತಾಲೂಕಿನ ಗ್ರಾಮವೊಂದರ ಬಾಲಕಿ ಹಾಗೂ ಆಕೆಯ ಅಕ್ಕನನ್ನು ಆಗಸ್ಟ್ 18ರಂದು ನಗರಕ್ಕೆ ಸಮೀಪದಲ್ಲಿರುವ <box>849 577 994 794</box>
handcuffs-photo <box>374 275 697 527</box>
